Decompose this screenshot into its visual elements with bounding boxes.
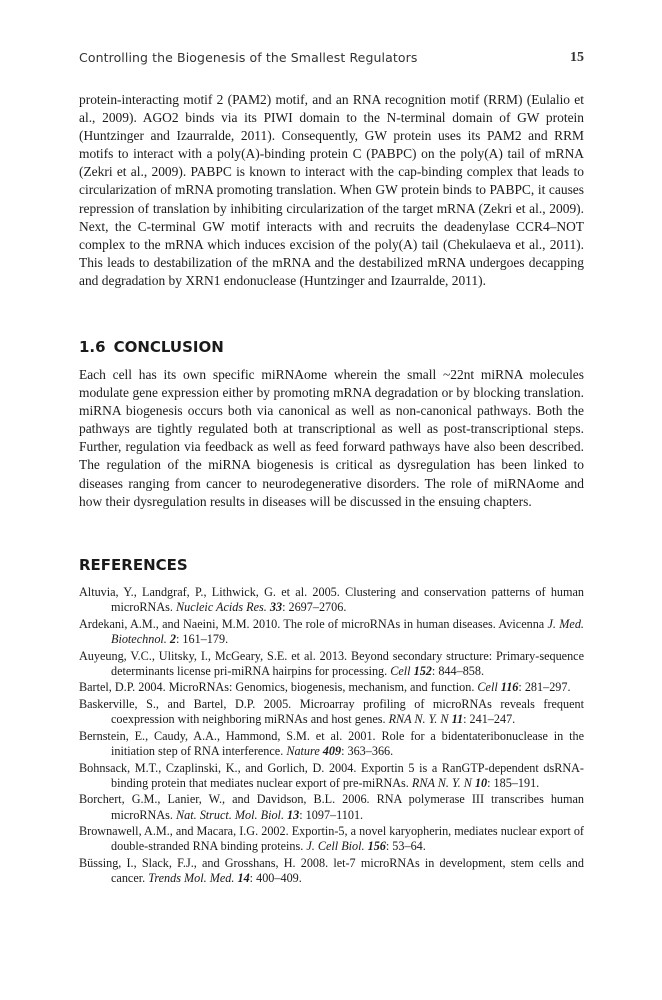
reference-journal: Nucleic Acids Res. [176,600,267,615]
section-number: 1.6 [79,338,106,356]
reference-journal: RNA N. Y. N [388,712,449,727]
reference-text: Baskerville, S., and Bartel, D.P. 2005. Microarray profiling of microRNAs reveals frequent coexpression with neighboring miRNAs and host genes. [79,696,584,727]
reference-volume: 152 [413,663,432,678]
reference-item [79,792,584,822]
reference-journal: RNA N. Y. N [411,775,472,790]
reference-pages: : 400–409. [249,871,302,886]
reference-pages: : 241–247. [463,712,516,727]
reference-journal: Cell [390,663,411,678]
reference-item [79,824,584,854]
reference-item [79,729,584,759]
reference-item [79,680,584,695]
reference-text: Ardekani, A.M., and Naeini, M.M. 2010. The role of microRNAs in human diseases. Avicenna [79,616,548,631]
reference-text: Bohnsack, M.T., Czaplinski, K., and Gorlich, D. 2004. Exportin 5 is a RanGTP-dependent dsRNA-binding protein that mediates nuclear export of pre-miRNAs. [79,760,584,790]
reference-text: Bartel, D.P. 2004. MicroRNAs: Genomics, biogenesis, mechanism, and function. [79,680,478,695]
reference-text: Altuvia, Y., Landgraf, P., Lithwick, G. et al. 2005. Clustering and conservation patterns of human microRNAs. [79,585,584,615]
reference-volume: 13 [287,807,300,822]
reference-item [79,856,584,886]
reference-pages: : 2697–2706. [282,600,347,615]
reference-volume: 10 [474,775,488,790]
section-heading [79,338,224,356]
reference-volume: 116 [500,680,519,695]
running-head-title: Controlling the Biogenesis of the Smallest Regulators [79,50,418,65]
reference-text: Brownawell, A.M., and Macara, I.G. 2002. Exportin-5, a novel karyopherin, mediates nuclear export of double-stranded RNA binding proteins. [79,824,584,854]
reference-journal: Trends Mol. Med. [148,871,235,886]
reference-list [79,585,584,888]
reference-pages: : 185–191. [487,775,540,790]
reference-pages: : 161–179. [175,632,229,646]
reference-volume: 14 [237,871,250,886]
reference-text: Bernstein, E., Caudy, A.A., Hammond, S.M. et al. 2001. Role for a bidentateribonuclease in the initiation step of RNA interference. [79,728,584,758]
reference-pages: : 363–366. [341,743,394,758]
reference-volume: 33 [269,600,283,615]
reference-pages: : 53–64. [385,839,426,854]
reference-item [79,617,584,647]
reference-volume: 2 [169,632,176,646]
reference-item [79,761,584,791]
reference-item [79,649,584,679]
reference-pages: : 1097–1101. [299,807,364,822]
references-heading: REFERENCES [79,556,188,574]
reference-volume: 11 [451,712,464,727]
reference-text: Büssing, I., Slack, F.J., and Grosshans, H. 2008. let-7 microRNAs in development, stem cells and cancer. [79,855,584,886]
body-paragraph-1: protein-interacting motif 2 (PAM2) motif, and an RNA recognition motif (RRM) (Eulalio et al., 2009). AGO2 binds via its PIWI domain to the N-terminal domain of GW protein (Huntzinger and Izaurralde, 2011). Consequently, GW protein uses its PAM2 and RRM motifs to interact with a poly(A)-binding protein C (PABPC) on the poly(A) tail of mRNA (Zekri et al., 2009). PABPC is known to interact with the cap-binding complex that leads to circularization of mRNA promoting translation. When GW protein binds to PABPC, it causes repression of translation by inhibiting circularization of the target mRNA (Zekri et al., 2009). Next, the C-terminal GW motif interacts with and recruits the deadenylase CCR4–NOT complex to the mRNA which induces excision of the poly(A) tail (Chekulaeva et al., 2011). This leads to destabilization of the mRNA and the destabilized mRNA undergoes decapping and degradation by XRN1 endonuclease (Huntzinger and Izaurralde, 2011). [79,92,584,288]
reference-journal: J. Cell Biol. [306,839,365,854]
reference-journal: Cell [477,680,498,695]
section-title: CONCLUSION [113,338,224,356]
page-number: 15 [570,50,584,65]
reference-journal: Nat. Struct. Mol. Biol. [176,807,284,822]
reference-volume: 409 [322,743,342,758]
reference-pages: : 281–297. [518,680,571,695]
reference-text: Auyeung, V.C., Ulitsky, I., McGeary, S.E. et al. 2013. Beyond secondary structure: Primary-sequence determinants license pri-miRNA hairpins for processing. [79,648,584,678]
reference-journal: J. Med. Biotechnol. [111,616,584,646]
reference-item [79,697,584,727]
reference-volume: 156 [367,839,386,854]
reference-pages: : 844–858. [431,663,485,678]
reference-item [79,585,584,615]
reference-text: Borchert, G.M., Lanier, W., and Davidson, B.L. 2006. RNA polymerase III transcribes human microRNAs. [79,792,584,822]
body-paragraph-2: Each cell has its own specific miRNAome wherein the small ~22nt miRNA molecules modulate gene expression either by promoting mRNA degradation or by blocking translation. miRNA biogenesis occurs both via canonical as well as non-canonical pathways. Both the pathways are tightly regulated both at transcriptional as well as post-transcriptional steps. Further, regulation via feedback as well as feed forward pathways have also been described. The regulation of the miRNA biogenesis is critical as dysregulation has been linked to diseases ranging from cancer to neurodegenerative disorders. The role of miRNAome and how their dysregulation results in diseases will be discussed in the ensuing chapters. [79,367,584,509]
reference-journal: Nature [286,743,320,758]
running-head [79,50,584,70]
